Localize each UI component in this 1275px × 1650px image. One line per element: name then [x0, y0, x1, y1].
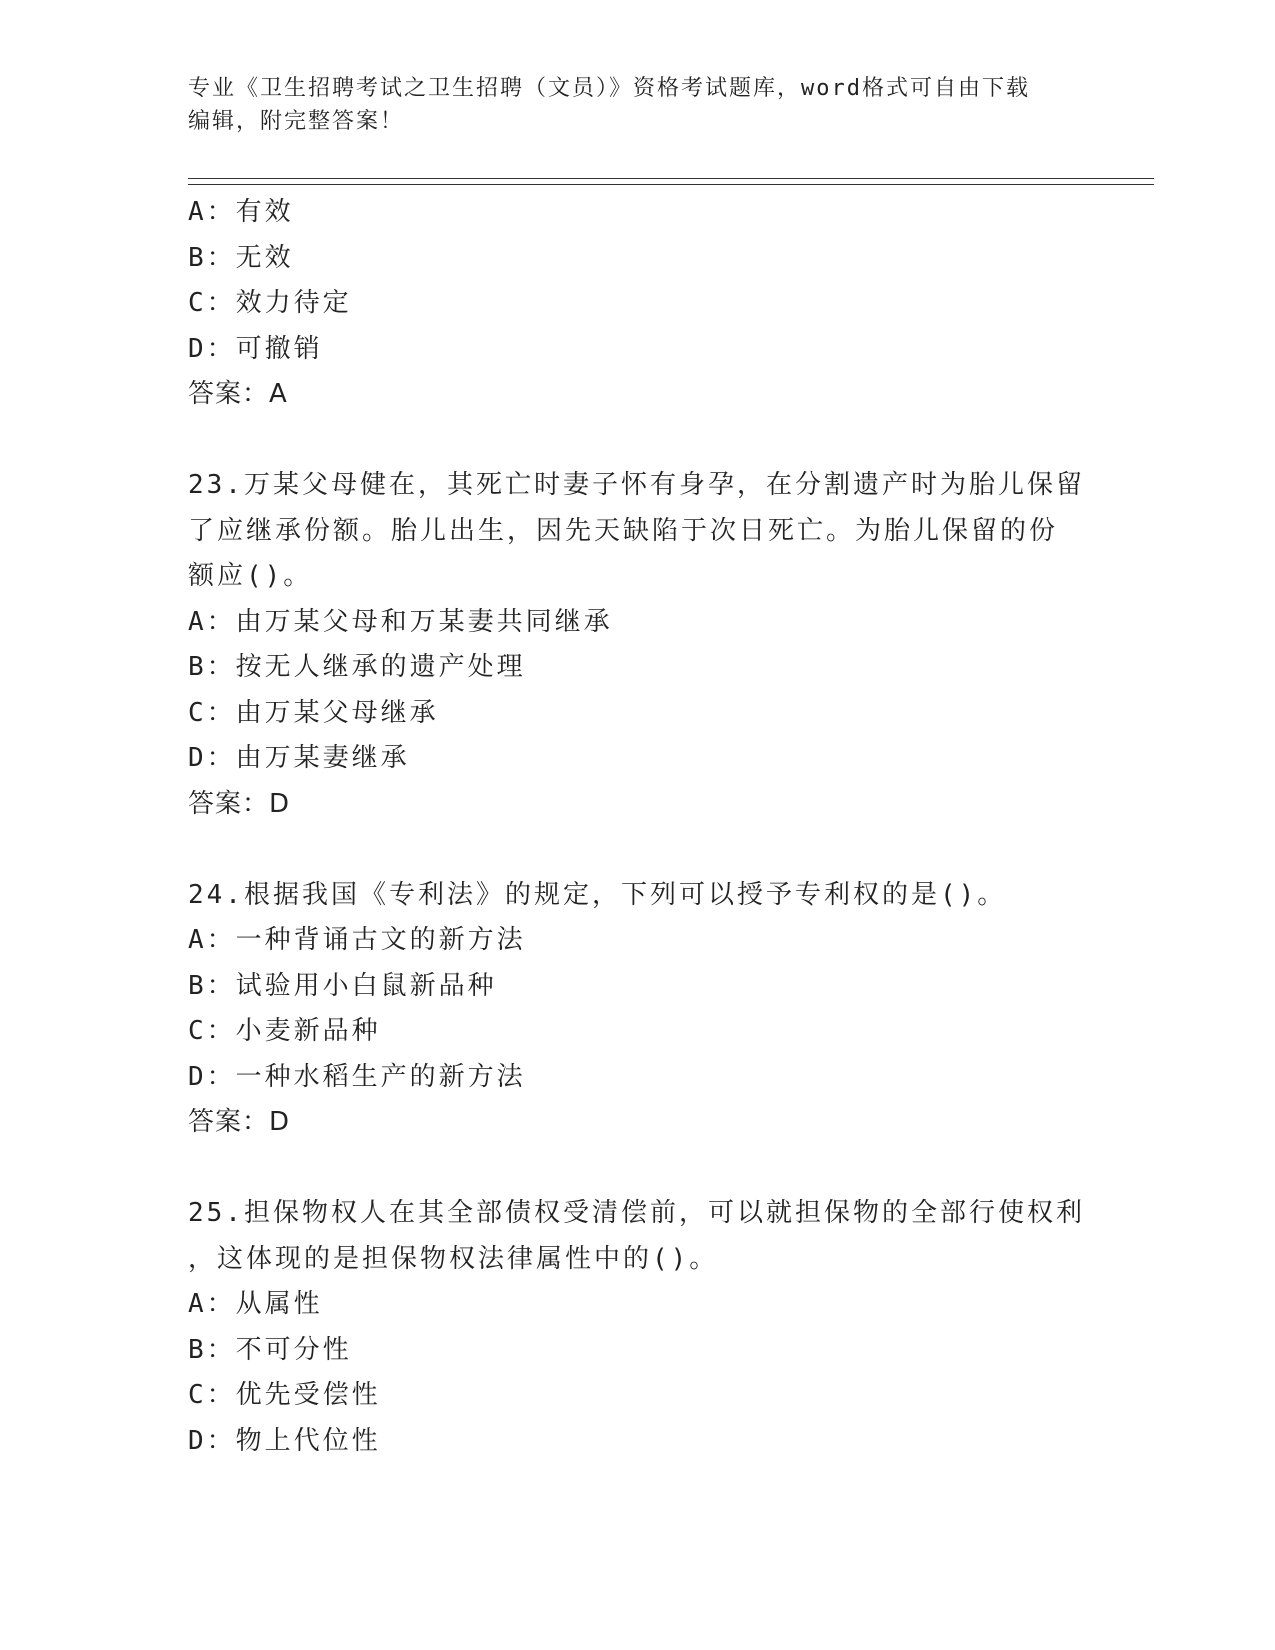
question-stem-line: 额应()。 — [188, 561, 313, 591]
option-d: D：可撤销 — [188, 333, 323, 364]
option-c: C：效力待定 — [188, 288, 352, 318]
question-stem-line: 了应继承份额。胎儿出生，因先天缺陷于次日死亡。为胎儿保留的份 — [188, 515, 1059, 546]
question-stem-line: 24.根据我国《专利法》的规定，下列可以授予专利权的是()。 — [188, 879, 1007, 910]
option-c: C：优先受偿性 — [188, 1380, 381, 1410]
option-c: C：由万某父母继承 — [188, 697, 439, 728]
spacer — [188, 418, 1088, 464]
spacer — [188, 1146, 1088, 1192]
option-d: D：物上代位性 — [188, 1425, 381, 1456]
question-stem-line: 25.担保物权人在其全部债权受清偿前，可以就担保物的全部行使权利 — [188, 1198, 1085, 1228]
answer-24: 答案：D — [188, 1107, 291, 1137]
answer-23: 答案：D — [188, 788, 291, 819]
question-23 — [188, 463, 1088, 827]
question-list — [188, 190, 1088, 1464]
option-b: B：按无人继承的遗产处理 — [188, 652, 526, 682]
option-a: A：有效 — [188, 197, 294, 227]
question-22 — [188, 190, 1088, 418]
question-stem-line: ，这体现的是担保物权法律属性中的()。 — [188, 1243, 719, 1274]
option-b: B：试验用小白鼠新品种 — [188, 970, 497, 1001]
option-d: D：一种水稻生产的新方法 — [188, 1061, 526, 1092]
header-divider — [188, 178, 1154, 185]
option-a: A：由万某父母和万某妻共同继承 — [188, 606, 613, 637]
option-d: D：由万某妻继承 — [188, 743, 410, 773]
answer-22: 答案：A — [188, 379, 288, 409]
question-25 — [188, 1191, 1088, 1464]
question-stem-line: 23.万某父母健在，其死亡时妻子怀有身孕，在分割遗产时为胎儿保留 — [188, 470, 1085, 500]
option-a: A：一种背诵古文的新方法 — [188, 925, 526, 955]
option-b: B：不可分性 — [188, 1334, 352, 1365]
option-b: B：无效 — [188, 242, 294, 273]
document-header — [188, 72, 1088, 138]
option-a: A：从属性 — [188, 1289, 323, 1319]
option-c: C：小麦新品种 — [188, 1016, 381, 1046]
question-24 — [188, 873, 1088, 1146]
header-line-1: 专业《卫生招聘考试之卫生招聘（文员）》资格考试题库，word格式可自由下载 — [188, 76, 1030, 101]
header-line-2: 编辑，附完整答案！ — [188, 109, 405, 134]
spacer — [188, 827, 1088, 873]
